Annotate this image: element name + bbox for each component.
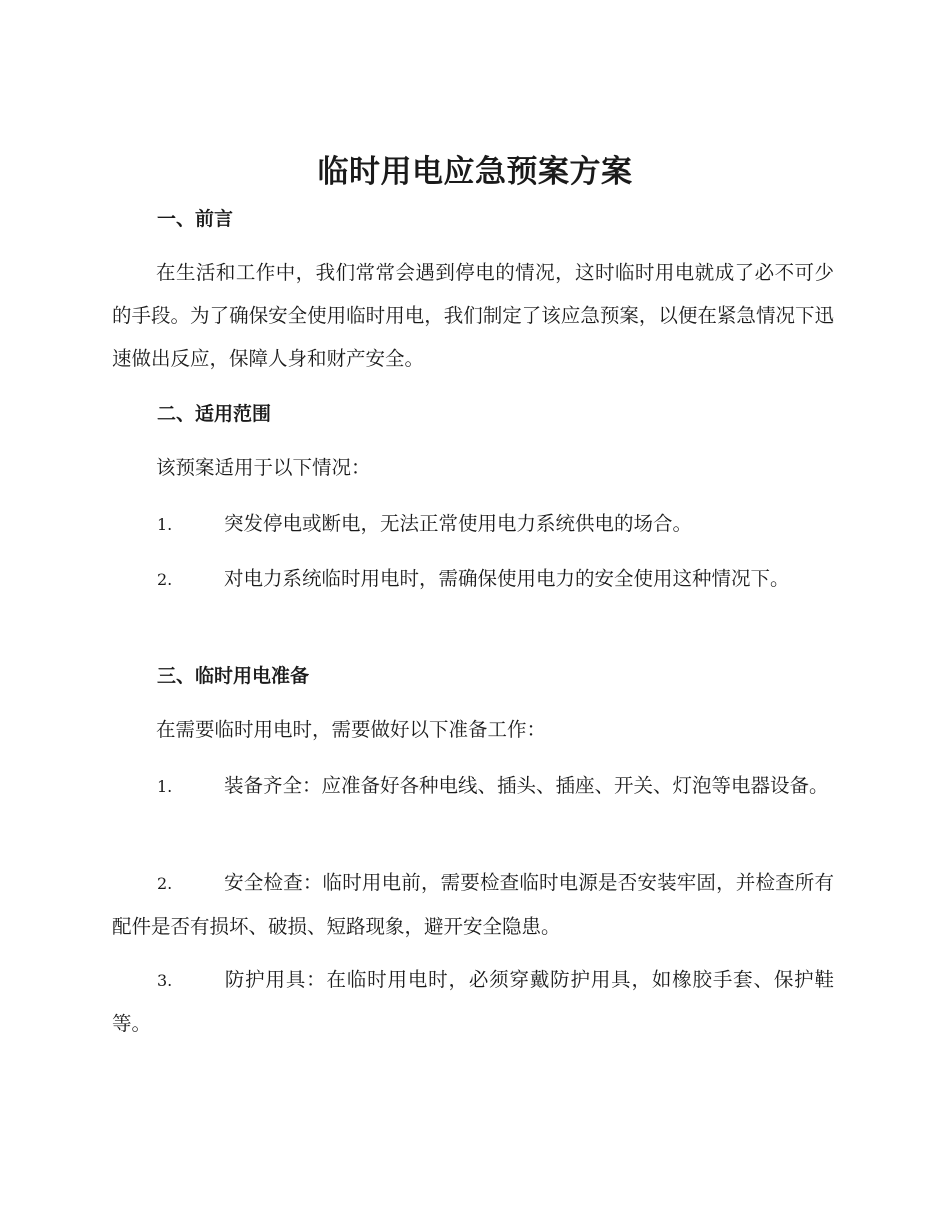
list-item-number: 2. [157, 570, 173, 589]
list-item [112, 861, 834, 948]
section-paragraph-scope-intro: 该预案适用于以下情况： [156, 456, 371, 479]
section-heading-preface: 一、前言 [157, 208, 234, 230]
list-item-number: 3. [157, 971, 173, 990]
list-item-text: 防护用具：在临时用电时，必须穿戴防护用具，如橡胶手套、保护鞋等。 [112, 968, 834, 1035]
section-heading-preparation: 三、临时用电准备 [157, 665, 310, 687]
document-title: 临时用电应急预案方案 [317, 154, 633, 190]
section-paragraph-preface: 在生活和工作中，我们常常会遇到停电的情况，这时临时用电就成了必不可少的手段。为了确保安全使用临时用电，我们制定了该应急预案，以便在紧急情况下迅速做出反应，保障人身和财产安全。 [112, 261, 834, 370]
list-item-text: 装备齐全：应准备好各种电线、插头、插座、开关、灯泡等电器设备。 [224, 774, 829, 797]
list-item [112, 557, 834, 601]
list-item-text: 突发停电或断电，无法正常使用电力系统供电的场合。 [224, 512, 693, 535]
list-item-number: 1. [157, 777, 173, 796]
list-item-text: 对电力系统临时用电时，需确保使用电力的安全使用这种情况下。 [224, 567, 790, 590]
list-item [112, 958, 834, 1045]
list-item [112, 502, 834, 546]
list-item-number: 1. [157, 515, 173, 534]
section-heading-scope: 二、适用范围 [157, 403, 272, 425]
list-item [112, 764, 834, 808]
list-item-number: 2. [157, 874, 173, 893]
list-item-text: 安全检查：临时用电前，需要检查临时电源是否安装牢固，并检查所有配件是否有损坏、破损、短路现象，避开安全隐患。 [112, 871, 834, 938]
section-paragraph-preparation-intro: 在需要临时用电时，需要做好以下准备工作： [156, 718, 547, 741]
